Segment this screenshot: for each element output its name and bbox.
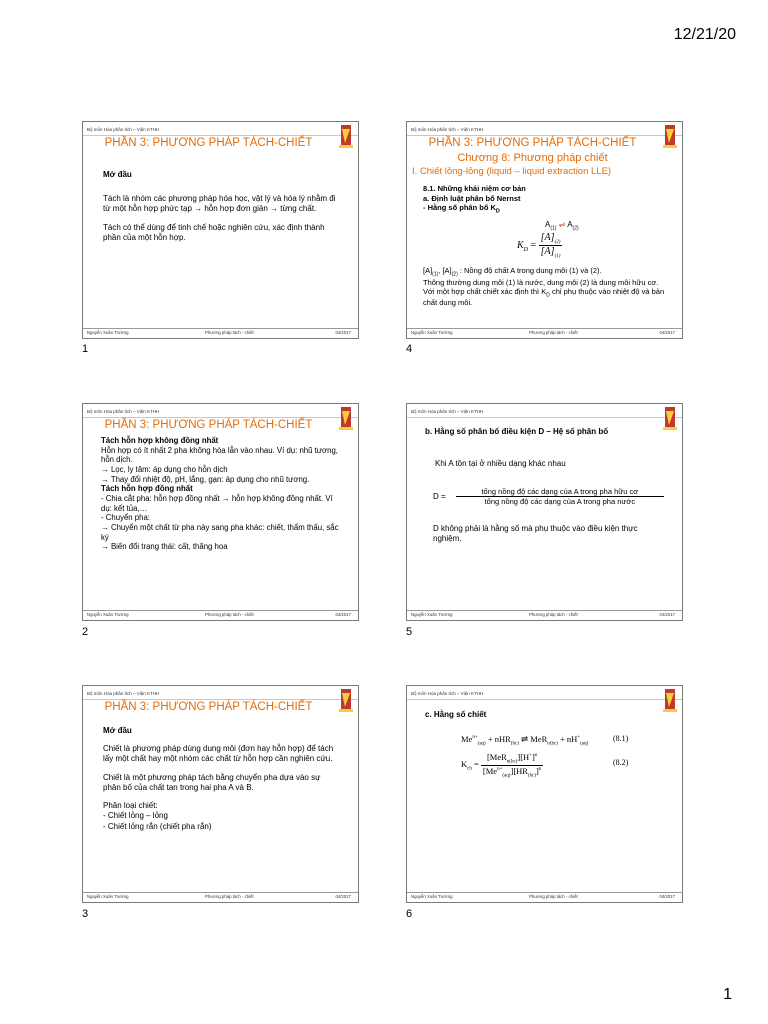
footer-divider — [407, 610, 682, 611]
list-item: - Chiết lỏng – lỏng — [103, 811, 168, 821]
kd-fraction: $\frac{[A]_{(2)}}{[A]_{(1)}}$ — [540, 232, 561, 259]
footer-divider — [83, 328, 358, 329]
university-logo-icon — [662, 689, 678, 713]
slide-number: 3 — [82, 908, 89, 920]
slide-body — [103, 726, 338, 832]
slide-footer — [83, 612, 358, 618]
nernst-equilibrium: $A_{(1)}$ ⇌ $A_{(2)}$ — [545, 220, 579, 232]
section-heading: Mở đầu — [103, 170, 132, 179]
header-divider — [407, 417, 682, 418]
section-heading: Tách hỗn hợp không đồng nhất — [101, 436, 219, 445]
footer-divider — [83, 610, 358, 611]
equation-label: (8.1) — [613, 734, 629, 743]
footer-date: 04/2017 — [335, 330, 351, 335]
paragraph: Tách có thể dùng để tinh chế hoặc nghiên cứu, xác định thành phần của một hỗn hợp. — [103, 222, 325, 242]
slide-number: 6 — [406, 908, 413, 920]
list-item: → Lọc, ly tâm: áp dụng cho hỗn dịch — [101, 464, 228, 474]
footer-topic: Phương pháp tách - chiết — [529, 612, 578, 617]
subsection-heading: - Hằng số phân bố $K_D$ — [423, 203, 500, 215]
d-denominator: tổng nồng độ các dạng của A trong pha nước — [484, 497, 636, 506]
paragraph: D không phải là hằng số mà phụ thuộc vào điều kiện thực nghiệm. — [433, 524, 638, 544]
slide-footer — [407, 612, 682, 618]
footer-topic: Phương pháp tách - chiết — [529, 894, 578, 899]
university-logo-icon — [338, 407, 354, 431]
section-heading: Mở đầu — [103, 726, 132, 735]
slide-number: 2 — [82, 626, 89, 638]
university-logo-icon — [662, 407, 678, 431]
d-label: D = — [433, 492, 446, 501]
list-item: - Chia cắt pha: hỗn hợp đồng nhất → hỗn hợp không đồng nhất. Ví dụ: kết tủa,… — [101, 493, 333, 513]
footer-topic: Phương pháp tách - chiết — [205, 612, 254, 617]
subsection-heading: 8.1. Những khái niệm cơ bản — [423, 184, 526, 193]
slide-notes — [423, 266, 674, 307]
header-divider — [407, 699, 682, 700]
slide-title: PHẦN 3: PHƯƠNG PHÁP TÁCH-CHIẾT — [104, 137, 313, 149]
kd-formula: $K_D$ = $\frac{[A]_{(2)}}{[A]_{(1)}}$ — [517, 232, 561, 259]
slide-2 — [82, 403, 359, 621]
footer-divider — [83, 892, 358, 893]
footer-date: 04/2017 — [659, 894, 675, 899]
paragraph: Thông thường dung môi (1) là nước, dung môi (2) là dung môi hữu cơ. — [423, 277, 659, 287]
footer-topic: Phương pháp tách - chiết — [529, 330, 578, 335]
footer-author: Nguyễn Xuân Trường — [411, 612, 453, 617]
equilibrium-arrow-icon: ⇌ — [558, 220, 566, 229]
slide-number: 4 — [406, 343, 413, 355]
page-number: 1 — [723, 986, 732, 1003]
paragraph: Chiết là một phương pháp tách bằng chuyển pha dựa vào sự phân bố của chất tan trong hai pha A và B. — [103, 772, 321, 792]
slide-6 — [406, 685, 683, 903]
university-logo-icon — [338, 125, 354, 149]
paragraph: Với một hợp chất chiết xác định thì $K_D$ chỉ phụ thuộc vào nhiệt độ và bản chất dung môi. — [423, 286, 665, 308]
equation-label: (8.2) — [613, 758, 629, 767]
slide-title: PHẦN 3: PHƯƠNG PHÁP TÁCH-CHIẾT — [104, 419, 313, 431]
d-formula — [433, 487, 664, 506]
slide-3 — [82, 685, 359, 903]
extraction-equilibrium: $Me^{n+}_{(aq)} + nHR_{(hc)}$ ⇌ $MeR_{n(hc)} + nH^+_{(aq)}$ — [461, 734, 589, 747]
slide-title: PHẦN 3: PHƯƠNG PHÁP TÁCH-CHIẾT — [104, 701, 313, 713]
slide-4 — [406, 121, 683, 339]
slide-number: 1 — [82, 343, 89, 355]
footer-author: Nguyễn Xuân Trường — [87, 894, 129, 899]
footer-divider — [407, 328, 682, 329]
footer-author: Nguyễn Xuân Trường — [87, 612, 129, 617]
section-heading: b. Hằng số phân bố điều kiện D – Hệ số phân bố — [425, 427, 609, 436]
slide-header: Bộ môn Hóa phân tích – Viện KTHH — [411, 691, 484, 696]
slide-1 — [82, 121, 359, 339]
section-heading: c. Hằng số chiết — [425, 710, 487, 719]
header-divider — [407, 135, 682, 136]
page-date: 12/21/20 — [673, 26, 736, 43]
d-fraction — [456, 487, 664, 506]
section-heading: Tách hỗn hợp đồng nhất — [101, 484, 193, 494]
slide-header: Bộ môn Hóa phân tích – Viện KTHH — [87, 127, 160, 132]
footer-divider — [407, 892, 682, 893]
chapter-title: Chương 8: Phương pháp chiết — [457, 152, 608, 164]
list-item: → Thay đổi nhiệt độ, pH, lắng, gạn: áp dụng cho nhũ tương. — [101, 474, 310, 484]
footer-author: Nguyễn Xuân Trường — [411, 894, 453, 899]
paragraph: Chiết là phương pháp dùng dung môi (đơn hay hỗn hợp) để tách lấy một chất hay một nhóm các chất từ hỗn hợp cần nghiên cứu. — [103, 744, 334, 764]
slide-header: Bộ môn Hóa phân tích – Viện KTHH — [87, 691, 160, 696]
slide-footer — [83, 330, 358, 336]
slide-body — [423, 184, 662, 216]
footer-date: 04/2017 — [335, 612, 351, 617]
footer-date: 04/2017 — [659, 612, 675, 617]
paragraph: Khi A tồn tại ở nhiều dạng khác nhau — [435, 459, 566, 468]
slide-header: Bộ môn Hóa phân tích – Viện KTHH — [411, 409, 484, 414]
slide-5 — [406, 403, 683, 621]
slide-footer — [83, 894, 358, 900]
footer-date: 04/2017 — [659, 330, 675, 335]
slide-header: Bộ môn Hóa phân tích – Viện KTHH — [87, 409, 160, 414]
extraction-constant-formula: $K_{ch}$ = $\frac{[MeR_{n(hc)}][H^+]^n}{[Me^{n+}_{(aq)}][HR_{(hc)}]^n}$ — [461, 752, 542, 779]
header-divider — [83, 699, 358, 700]
slide-title: PHẦN 3: PHƯƠNG PHÁP TÁCH-CHIẾT — [428, 137, 637, 149]
slide-number: 5 — [406, 626, 413, 638]
slide-footer — [407, 330, 682, 336]
slide-body — [425, 427, 662, 437]
slide-footer — [407, 894, 682, 900]
list-item: → Chuyển một chất từ pha này sang pha khác: chiết, thẩm thấu, sắc ký — [101, 522, 339, 542]
paragraph: $[A]_{(1)}$, $[A]_{(2)}$ : Nồng độ chất A trong dung môi (1) và (2). — [423, 266, 602, 278]
subsection-heading: a. Định luật phân bố Nernst — [423, 193, 521, 203]
footer-topic: Phương pháp tách - chiết — [205, 330, 254, 335]
slide-body — [425, 710, 662, 720]
footer-topic: Phương pháp tách - chiết — [205, 894, 254, 899]
university-logo-icon — [662, 125, 678, 149]
university-logo-icon — [338, 689, 354, 713]
d-numerator: tổng nồng độ các dạng của A trong pha hữu cơ — [456, 487, 664, 497]
list-item: - Chiết lỏng rắn (chiết pha rắn) — [103, 821, 212, 831]
paragraph: Phân loại chiết: — [103, 801, 158, 811]
slide-header: Bộ môn Hóa phân tích – Viện KTHH — [411, 127, 484, 132]
slide-body — [103, 170, 338, 251]
footer-author: Nguyễn Xuân Trường — [87, 330, 129, 335]
list-item: → Biến đổi trạng thái: cất, thăng hoa — [101, 542, 228, 552]
header-divider — [83, 135, 358, 136]
section-title: I. Chiết lỏng-lỏng (liquid – liquid extraction LLE) — [412, 166, 612, 177]
header-divider — [83, 417, 358, 418]
list-item: - Chuyển pha: — [101, 513, 150, 523]
list-item: Hỗn hợp có ít nhất 2 pha không hòa lẫn vào nhau. Ví dụ: nhũ tương, hỗn dịch. — [101, 445, 338, 465]
paragraph: Tách là nhóm các phương pháp hóa học, vật lý và hóa lý nhằm đi từ một hỗn hợp phức tạp → hỗn hợp đơn giản → từng chất. — [103, 194, 336, 214]
slide-body — [101, 436, 344, 552]
footer-date: 04/2017 — [335, 894, 351, 899]
footer-author: Nguyễn Xuân Trường — [411, 330, 453, 335]
